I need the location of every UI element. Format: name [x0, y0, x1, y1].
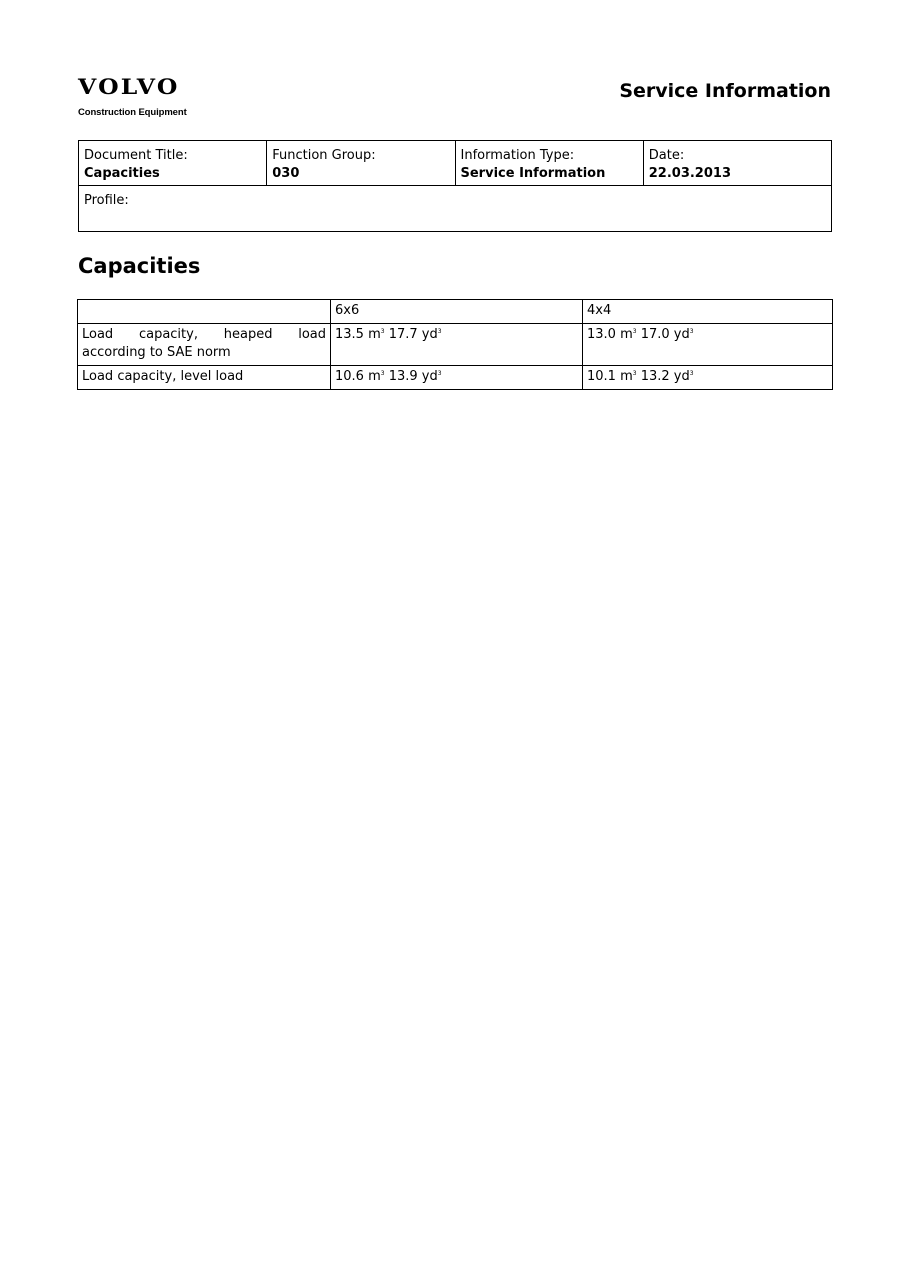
meta-row — [79, 185, 831, 231]
value-imperial: 17.0 yd — [640, 327, 690, 342]
value-metric: 13.0 m — [587, 327, 633, 342]
document-meta-table — [78, 140, 832, 232]
meta-label: Date: — [648, 148, 685, 163]
meta-value: 030 — [272, 166, 300, 181]
table-header-row — [78, 300, 833, 324]
unit-exponent: 3 — [632, 370, 637, 377]
table-cell-value — [583, 366, 833, 390]
meta-function-group — [266, 141, 454, 185]
unit-exponent: 3 — [437, 370, 442, 377]
meta-label: Profile: — [84, 193, 129, 208]
meta-value: Service Information — [460, 166, 606, 181]
page-header-title: Service Information — [619, 80, 831, 102]
unit-exponent: 3 — [380, 370, 385, 377]
table-row — [78, 366, 833, 390]
unit-exponent: 3 — [437, 328, 442, 335]
meta-information-type — [455, 141, 643, 185]
logo-division: Construction Equipment — [78, 107, 187, 118]
meta-label: Document Title: — [84, 148, 188, 163]
value-metric: 10.6 m — [335, 369, 381, 384]
value-metric: 13.5 m — [335, 327, 381, 342]
value-metric: 10.1 m — [587, 369, 633, 384]
meta-label: Information Type: — [460, 148, 575, 163]
unit-exponent: 3 — [380, 328, 385, 335]
volvo-logo — [78, 76, 187, 118]
table-cell-value — [331, 366, 583, 390]
meta-value: 22.03.2013 — [648, 166, 731, 181]
table-cell-label: Load capacity, heaped load according to SAE norm — [78, 324, 331, 366]
capacities-table — [77, 299, 833, 390]
meta-date — [643, 141, 831, 185]
table-cell-label: Load capacity, level load — [78, 366, 331, 390]
unit-exponent: 3 — [632, 328, 637, 335]
unit-exponent: 3 — [689, 370, 694, 377]
meta-label: Function Group: — [272, 148, 376, 163]
value-imperial: 17.7 yd — [388, 327, 438, 342]
table-header-cell: 6x6 — [331, 300, 583, 324]
section-heading: Capacities — [78, 254, 201, 278]
meta-document-title — [79, 141, 266, 185]
table-row — [78, 324, 833, 366]
logo-wordmark: VOLVO — [78, 74, 180, 99]
value-imperial: 13.9 yd — [388, 369, 438, 384]
value-imperial: 13.2 yd — [640, 369, 690, 384]
meta-value: Capacities — [84, 166, 160, 181]
meta-row — [79, 141, 831, 185]
meta-profile — [79, 186, 831, 231]
unit-exponent: 3 — [689, 328, 694, 335]
table-cell-value — [331, 324, 583, 366]
table-header-cell: 4x4 — [583, 300, 833, 324]
table-cell-value — [583, 324, 833, 366]
table-header-cell — [78, 300, 331, 324]
